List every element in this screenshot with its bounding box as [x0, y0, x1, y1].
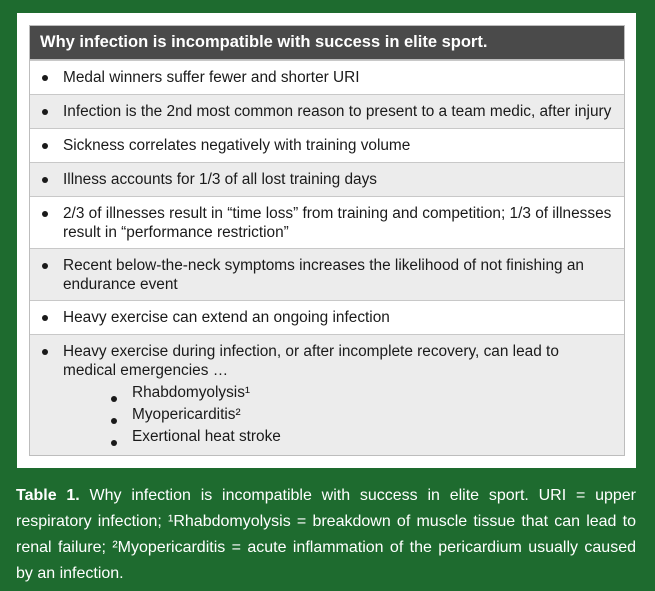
table-row — [30, 334, 624, 455]
row-text: Illness accounts for 1/3 of all lost training days — [63, 171, 377, 188]
list-item — [63, 426, 614, 448]
table-caption — [16, 483, 636, 587]
bullet-icon — [111, 396, 117, 402]
row-text: Recent below-the-neck symptoms increases the likelihood of not finishing an endurance event — [63, 257, 584, 293]
bullet-icon — [42, 75, 48, 81]
infection-table — [29, 25, 625, 456]
row-text: Medal winners suffer fewer and shorter URI — [63, 69, 360, 86]
sub-item-text: Rhabdomyolysis¹ — [132, 384, 251, 401]
table-row — [30, 162, 624, 196]
table-panel — [17, 13, 636, 468]
list-item — [63, 404, 614, 426]
row-text: Heavy exercise during infection, or after incomplete recovery, can lead to medical emergencies … — [63, 343, 559, 379]
table-row — [30, 300, 624, 334]
caption-label: Table 1. — [16, 487, 80, 504]
bullet-icon — [42, 349, 48, 355]
row-text: 2/3 of illnesses result in “time loss” from training and competition; 1/3 of illnesses result in “performance restriction” — [63, 205, 612, 241]
bullet-icon — [111, 440, 117, 446]
bullet-icon — [42, 109, 48, 115]
table-row — [30, 248, 624, 300]
caption-text: Why infection is incompatible with success in elite sport. URI = upper respiratory infection; ¹Rhabdomyolysis = breakdown of muscle tissue that can lead to renal failure; ²Myopericarditis = acute inflammation of the pericardium usually caused by an infection. — [16, 487, 637, 582]
sub-item-text: Myopericarditis² — [132, 406, 241, 423]
sub-item-text: Exertional heat stroke — [132, 428, 281, 445]
list-item — [63, 382, 614, 404]
row-text: Heavy exercise can extend an ongoing infection — [63, 309, 390, 326]
bullet-icon — [42, 315, 48, 321]
bullet-icon — [42, 263, 48, 269]
sub-list — [63, 382, 614, 448]
bullet-icon — [42, 177, 48, 183]
bullet-icon — [42, 143, 48, 149]
table-row — [30, 94, 624, 128]
table-row — [30, 60, 624, 94]
table-header: Why infection is incompatible with success in elite sport. — [30, 26, 624, 60]
table-row — [30, 196, 624, 248]
row-text: Sickness correlates negatively with training volume — [63, 137, 411, 154]
table-row — [30, 128, 624, 162]
row-text: Infection is the 2nd most common reason to present to a team medic, after injury — [63, 103, 612, 120]
bullet-icon — [111, 418, 117, 424]
bullet-icon — [42, 211, 48, 217]
